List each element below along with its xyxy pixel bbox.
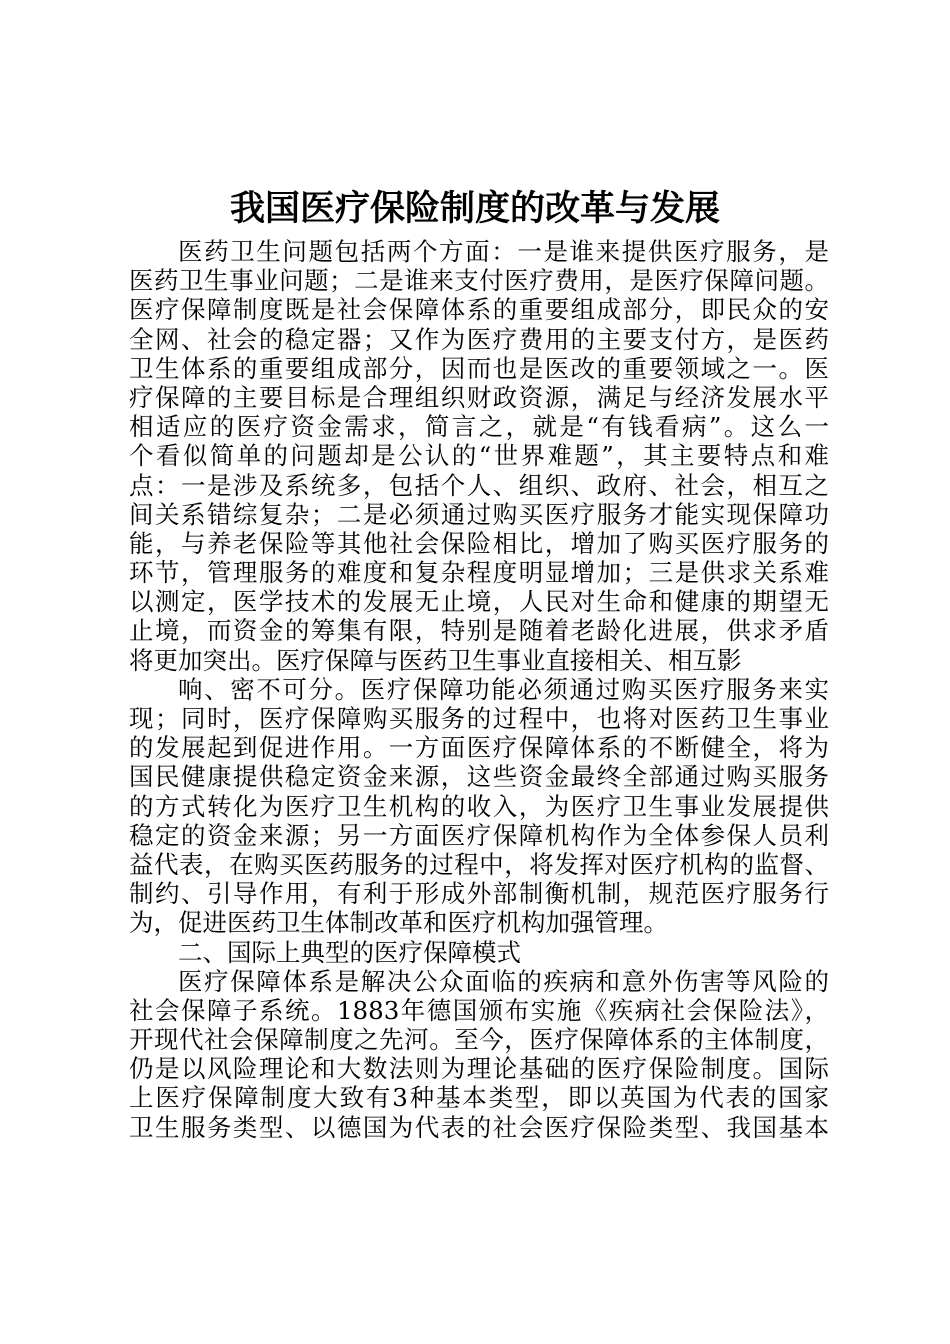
text-line: 医药卫生问题包括两个方面：一是谁来提供医疗服务，是 xyxy=(178,237,829,266)
text-line: 卫生体系的重要组成部分，因而也是医改的重要领域之一。医 xyxy=(129,353,829,383)
text-line: 稳定的资金来源；另一方面医疗保障机构作为全体参保人员利 xyxy=(129,820,829,850)
text-line: 仍是以风险理论和大数法则为理论基础的医疗保险制度。国际 xyxy=(129,1054,829,1084)
document-title: 我国医疗保险制度的改革与发展 xyxy=(229,188,720,229)
text-line: 点：一是涉及系统多，包括个人、组织、政府、社会，相互之 xyxy=(129,470,829,500)
text-line: 上医疗保障制度大致有3种基本类型，即以英国为代表的国家 xyxy=(129,1083,829,1113)
text-line: 为，促进医药卫生体制改革和医疗机构加强管理。 xyxy=(129,908,668,938)
text-line: 能，与养老保险等其他社会保险相比，增加了购买医疗服务的 xyxy=(129,528,829,558)
text-line: 止境，而资金的筹集有限，特别是随着老龄化进展，供求矛盾 xyxy=(129,616,829,646)
text-line: 现；同时，医疗保障购买服务的过程中，也将对医药卫生事业 xyxy=(129,704,829,733)
text-line: 医药卫生事业问题；二是谁来支付医疗费用，是医疗保障问题。 xyxy=(129,266,829,296)
text-line: 将更加突出。医疗保障与医药卫生事业直接相关、相互影 xyxy=(129,645,742,675)
text-line: 国民健康提供稳定资金来源，这些资金最终全部通过购买服务 xyxy=(129,762,829,792)
text-line: 医疗保障制度既是社会保障体系的重要组成部分，即民众的安 xyxy=(129,295,829,325)
text-line: 益代表，在购买医药服务的过程中，将发挥对医疗机构的监督、 xyxy=(129,849,829,879)
text-line: 开现代社会保障制度之先河。至今，医疗保障体系的主体制度， xyxy=(129,1025,829,1055)
text-line: 二、国际上典型的医疗保障模式 xyxy=(178,937,521,967)
text-line: 环节，管理服务的难度和复杂程度明显增加；三是供求关系难 xyxy=(129,558,829,588)
text-line: 相适应的医疗资金需求，简言之，就是“有钱看病”。这么一 xyxy=(129,412,829,442)
text-line: 卫生服务类型、以德国为代表的社会医疗保险类型、我国基本 xyxy=(129,1112,829,1142)
text-line: 社会保障子系统。1883年德国颁布实施《疾病社会保险法》， xyxy=(129,995,829,1025)
document-body xyxy=(129,237,829,1142)
text-line: 个看似简单的问题却是公认的“世界难题”，其主要特点和难 xyxy=(129,441,829,471)
text-line: 医疗保障体系是解决公众面临的疾病和意外伤害等风险的 xyxy=(178,966,829,996)
text-line: 制约、引导作用，有利于形成外部制衡机制，规范医疗服务行 xyxy=(129,879,829,909)
text-line: 的发展起到促进作用。一方面医疗保障体系的不断健全，将为 xyxy=(129,733,829,763)
text-line: 疗保障的主要目标是合理组织财政资源，满足与经济发展水平 xyxy=(129,382,829,412)
text-line: 的方式转化为医疗卫生机构的收入，为医疗卫生事业发展提供 xyxy=(129,791,829,821)
text-line: 以测定，医学技术的发展无止境，人民对生命和健康的期望无 xyxy=(129,587,829,617)
text-line: 响、密不可分。医疗保障功能必须通过购买医疗服务来实 xyxy=(178,674,829,704)
text-line: 间关系错综复杂；二是必须通过购买医疗服务才能实现保障功 xyxy=(129,499,829,529)
text-line: 全网、社会的稳定器；又作为医疗费用的主要支付方，是医药 xyxy=(129,324,829,354)
